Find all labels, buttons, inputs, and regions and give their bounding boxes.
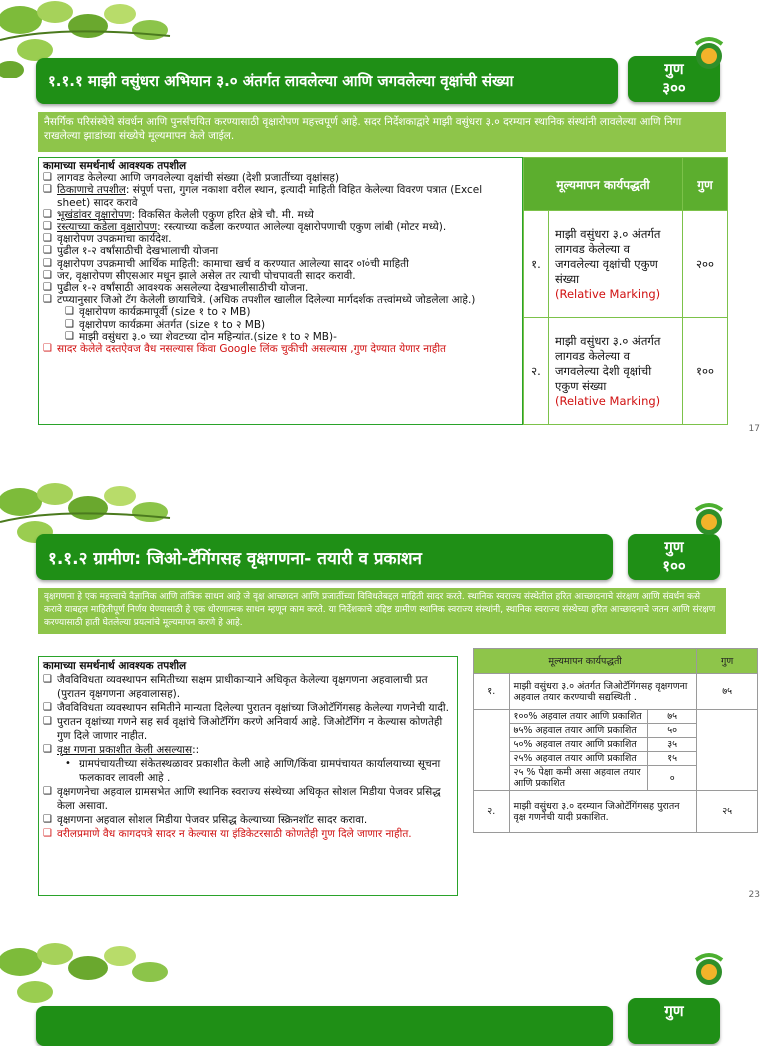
- page-number: 23: [748, 890, 760, 900]
- table-row: [474, 674, 758, 710]
- relative-marking-note: (Relative Marking): [555, 393, 661, 408]
- evaluation-table: [473, 648, 758, 833]
- checkbox-bullet-icon: ❑: [43, 674, 52, 685]
- sub-row-criteria: ७५% अहवाल तयार आणि प्रकाशित: [509, 724, 648, 738]
- requirement-item: ❑ पुरातन वृक्षांच्या गणने सह सर्व वृक्षांचे जिओटॅगिंग करणे अनिवार्य आहे. जिओटॅगिंग न केल्यास कोणतेही गुण दिले जाणार नाहीत.: [43, 716, 443, 742]
- requirement-item: ❑ भूखंडांवर वृक्षारोपण: विकसित केलेली एकुण हरित क्षेत्रे चौ. मी. मध्ये: [43, 208, 314, 221]
- sub-row-marks: ५०: [648, 724, 697, 738]
- sub-row-spacer: [697, 710, 758, 791]
- page-number: 17: [748, 424, 760, 434]
- marks-label: गुण: [664, 1002, 684, 1020]
- requirement-item: ❑ पुढील १-२ वर्षांसाठी आवश्यक असलेल्या देखभालीसाठीची योजना.: [43, 282, 309, 295]
- checkbox-bullet-icon: ❑: [43, 172, 52, 184]
- marks-value: ३००: [662, 79, 686, 97]
- requirement-item: ❑ जैवविविधता व्यवस्थापन समितीने मान्यता दिलेल्या पुरातन वृक्षांच्या जिओटॅगिंगसह केलेल्या गणनेची यादी.: [43, 702, 449, 714]
- requirement-item: ❑ पुढील १-२ वर्षांसाठीची देखभालाची योजना: [43, 245, 219, 258]
- requirement-item: ❑ वृक्षारोपण उपक्रमाचा कार्यदेश.: [43, 233, 172, 246]
- row-number: २.: [474, 791, 510, 833]
- table-header-marks: गुण: [683, 158, 728, 211]
- requirement-item: ❑ जर, वृक्षारोपण सीएसआर मधून झाले असेल तर त्याची पोचपावती सादर करावी.: [43, 269, 356, 282]
- sub-row-marks: ७५: [648, 710, 697, 724]
- requirements-box: [38, 656, 458, 896]
- table-row: [524, 318, 728, 425]
- evaluation-table: [523, 157, 728, 425]
- requirement-item: ❑ रस्त्याच्या कडेला वृक्षारोपण: रस्त्याच्या कडेला करण्यात आलेल्या वृक्षारोपणाची एकुण लांबी (मोटर मध्ये).: [43, 221, 447, 234]
- checkbox-bullet-icon: ❑: [43, 814, 52, 825]
- checkbox-bullet-icon: ❑: [43, 245, 52, 257]
- row-number: १.: [474, 674, 510, 710]
- checkbox-bullet-icon: ❑: [65, 306, 74, 318]
- checkbox-bullet-icon: ❑: [43, 716, 52, 727]
- checkbox-bullet-icon: ❑: [43, 257, 52, 269]
- requirement-item: ❑ जैवविविधता व्यवस्थापन समितीच्या सक्षम प्राधीकाऱ्याने अधिकृत केलेल्या वृक्षगणना अहवालाची प्रत (पुरातन वृक्षगणना अहवालासह).: [43, 674, 428, 700]
- marks-label: गुण: [664, 60, 684, 78]
- row-marks: २५: [697, 791, 758, 833]
- table-header-method: मूल्यमापन कार्यपद्धती: [524, 158, 683, 211]
- requirement-item: ❑ वृक्षगणना अहवाल सोशल मिडीया पेजवर प्रसिद्ध केल्याच्या स्क्रिनशॉट सादर करावा.: [43, 814, 368, 826]
- checkbox-bullet-icon: ❑: [43, 282, 52, 294]
- requirement-item: ❑ टप्प्यानुसार जिओ टॅग केलेली छायाचित्रे. (अधिक तपशील खालील दिलेल्या मार्गदर्शक तत्त्वांमध्ये जोडलेला आहे.): [43, 294, 476, 307]
- sub-row-criteria: १००% अहवाल तयार आणि प्रकाशित: [509, 710, 648, 724]
- sub-row-criteria: २५% अहवाल तयार आणि प्रकाशित: [509, 752, 648, 766]
- sub-row-criteria: २५ % पेक्षा कमी असा अहवाल तयार आणि प्रकाशित: [509, 766, 648, 791]
- marks-value: १००: [662, 557, 686, 575]
- requirement-item: ❑ वृक्षारोपण उपक्रमाची आर्थिक माहिती: कामाचा खर्च व करण्यात आलेल्या सादर ०ा०ंची माहिती: [43, 257, 409, 270]
- requirement-sub-item: ❑ वृक्षारोपण कार्यक्रमा अंतर्गत (size १ to २ MB): [65, 318, 266, 331]
- requirement-item: ❑ वृक्षगणनेचा अहवाल ग्रामसभेत आणि स्थानिक स्वराज्य संस्थेच्या अधिकृत सोशल मिडीया पेजवर प्रसिद्ध केला असावा.: [43, 786, 441, 812]
- row-marks: ७५: [697, 674, 758, 710]
- indicator-description: वृक्षगणना हे एक महत्त्वाचे वैज्ञानिक आणि तांत्रिक साधन आहे जे वृक्ष आच्छादन आणि प्रजातींच्या विविधतेबद्दल माहिती सादर करते. स्थानिक स्वराज्य संस्थेतील हरित आच्छादनाचे संरक्षण आणि संवर्धन कसे करावे याबद्दल माहितीपूर्ण निर्णय घेण्यासाठी हे एक धोरणात्मक साधन म्हणून काम करते. या निर्देशकाचे उद्दिष्ट ग्रामीण स्थानिक स्वराज्य संस्थांनी, स्थानिक स्वराज्य संस्थेच्या हरित आच्छादनाचे जतन आणि संरक्षण करण्यासाठी हाती घेतलेल्या प्रयत्नांचे मूल्यमापन करणे हे आहे.: [38, 588, 726, 634]
- row-marks: १००: [683, 318, 728, 425]
- checkbox-bullet-icon: ❑: [43, 294, 52, 306]
- row-criteria: माझी वसुंधरा ३.० अंतर्गत लागवड केलेल्या व जगवलेल्या देशी वृक्षांची एकुण संख्या (Relative Marking): [549, 318, 683, 425]
- checkbox-bullet-icon: ❑: [43, 269, 52, 281]
- majhi-vasundhara-logo-icon: [690, 950, 728, 988]
- dot-bullet-icon: •: [65, 758, 71, 769]
- row-marks: २००: [683, 211, 728, 318]
- indicator-title: १.१.२ ग्रामीण: जिओ-टॅगिंगसह वृक्षगणना- तयारी व प्रकाशन: [36, 534, 613, 580]
- checkbox-bullet-icon: ❑: [43, 343, 52, 355]
- table-header-method: मूल्यमापन कार्यपद्धती: [474, 649, 697, 674]
- row-criteria: माझी वसुंधरा ३.० दरम्यान जिओटॅगिंगसह पुरातन वृक्ष गणनेची यादी प्रकाशित.: [509, 791, 697, 833]
- table-header-marks: गुण: [697, 649, 758, 674]
- sub-row-marks: १५: [648, 752, 697, 766]
- requirement-item: ❑ ठिकाणाचे तपशील: संपूर्ण पत्ता, गुगल नकाशा वरील स्थान, इत्यादी माहिती विहित केलेल्या विवरण पत्रात (Excel sheet) सादर करावे: [43, 184, 483, 209]
- checkbox-bullet-icon: ❑: [43, 208, 52, 220]
- sub-row-spacer: [474, 710, 510, 791]
- checkbox-bullet-icon: ❑: [43, 786, 52, 797]
- requirements-heading: कामाच्या समर्थनार्थ आवश्यक तपशील: [43, 160, 187, 172]
- indicator-description: नैसर्गिक परिसंस्थेचे संवर्धन आणि पुनर्संचयित करण्यासाठी वृक्षारोपण महत्त्वपूर्ण आहे. सदर निर्देशकाद्वारे माझी वसुंधरा ३.० दरम्यान स्थानिक संस्थांनी लावलेल्या आणि निगा राखलेल्या झाडांच्या संख्येचे मूल्यमापन केले जाईल.: [38, 112, 726, 152]
- slide-1: [0, 0, 768, 436]
- checkbox-bullet-icon: ❑: [43, 233, 52, 245]
- requirements-heading: कामाच्या समर्थनार्थ आवश्यक तपशील: [43, 660, 187, 672]
- sub-row-marks: ०: [648, 766, 697, 791]
- requirement-sub-item: ❑ वृक्षारोपण कार्यक्रमापूर्वी (size १ to २ MB): [65, 306, 251, 319]
- requirement-sub-item: • ग्रामपंचायतीच्या संकेतस्थळावर प्रकाशीत केली आहे आणि/किंवा ग्रामपंचायत कार्यालयाच्या सूचना फलकावर लावली आहे .: [65, 758, 441, 784]
- requirement-sub-item: ❑ माझी वसुंधरा ३.० च्या शेवटच्या दोन महिन्यांत.(size १ to २ MB)-: [65, 330, 337, 343]
- slide-3: [0, 942, 768, 1024]
- row-criteria: माझी वसुंधरा ३.० अंतर्गत लागवड केलेल्या व जगवलेल्या वृक्षांची एकुण संख्या (Relative Marking): [549, 211, 683, 318]
- marks-label: गुण: [664, 538, 684, 556]
- marks-badge: [628, 998, 720, 1044]
- checkbox-bullet-icon: ❑: [43, 184, 52, 196]
- requirement-item: ❑ वृक्ष गणना प्रकाशीत केली असल्यास::: [43, 744, 200, 756]
- relative-marking-note: (Relative Marking): [555, 286, 661, 301]
- indicator-title: १.१.१ माझी वसुंधरा अभियान ३.० अंतर्गत लावलेल्या आणि जगवलेल्या वृक्षांची संख्या: [36, 58, 618, 104]
- indicator-title: [36, 1006, 613, 1046]
- table-row: [524, 211, 728, 318]
- checkbox-bullet-icon: ❑: [65, 318, 74, 330]
- majhi-vasundhara-logo-icon: [690, 500, 728, 538]
- requirements-box: [38, 157, 523, 425]
- slide-2: [0, 482, 768, 912]
- checkbox-bullet-icon: ❑: [43, 744, 52, 755]
- checkbox-bullet-icon: ❑: [43, 702, 52, 713]
- requirement-warning: ❑ वरीलप्रमाणे वैध कागदपत्रे सादर न केल्यास या इंडिकेटरसाठी कोणतेही गुण दिले जाणार नाहीत.: [43, 828, 412, 840]
- checkbox-bullet-icon: ❑: [43, 828, 52, 839]
- sub-row-marks: ३५: [648, 738, 697, 752]
- checkbox-bullet-icon: ❑: [65, 330, 74, 342]
- table-row: [474, 791, 758, 833]
- majhi-vasundhara-logo-icon: [690, 34, 728, 72]
- checkbox-bullet-icon: ❑: [43, 221, 52, 233]
- sub-row-criteria: ५०% अहवाल तयार आणि प्रकाशित: [509, 738, 648, 752]
- row-number: १.: [524, 211, 549, 318]
- marks-badge: [628, 534, 720, 580]
- requirement-item: ❑ लागवड केलेल्या आणि जगवलेल्या वृक्षांची संख्या (देशी प्रजातींच्या वृक्षांसह): [43, 172, 340, 185]
- row-number: २.: [524, 318, 549, 425]
- requirement-warning: ❑ सादर केलेले दस्तऐवज वैध नसल्यास किंवा Google लिंक चुकीची असल्यास ,गुण देण्यात येणार नाहीत: [43, 343, 447, 356]
- sub-row: [474, 710, 758, 724]
- row-criteria: माझी वसुंधरा ३.० अंतर्गत जिओटॅगिंगसह वृक्षगणना अहवाल तयार करण्याची सद्यस्थिती .: [509, 674, 697, 710]
